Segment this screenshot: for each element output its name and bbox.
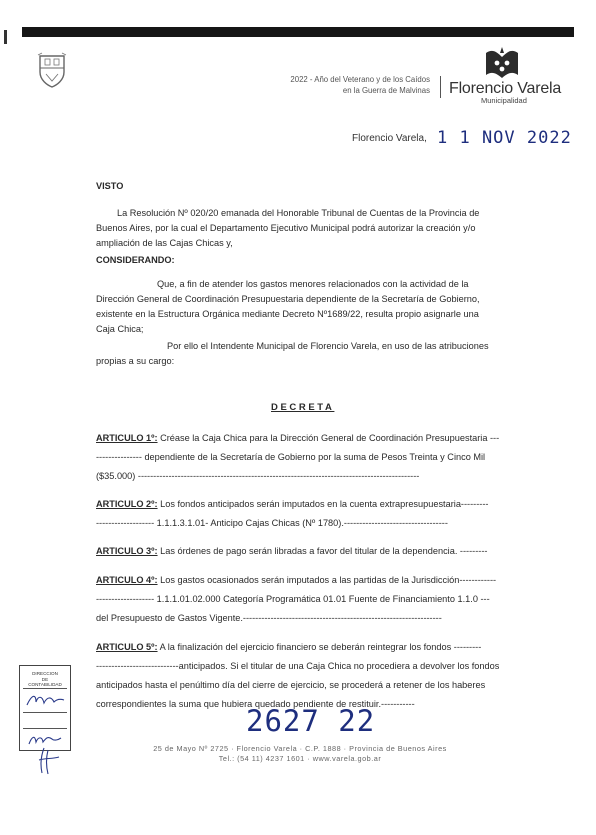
article-5-line-1	[96, 640, 481, 655]
coat-of-arms-icon	[37, 52, 67, 88]
visto-heading: VISTO	[96, 181, 124, 191]
article-2-label: ARTICULO 2º:	[96, 499, 158, 509]
stamp-divider	[23, 712, 67, 713]
article-2-line-1	[96, 497, 488, 512]
stamp-line-2: DE	[41, 676, 49, 682]
article-4-label: ARTICULO 4º:	[96, 575, 158, 585]
motto-line-2: en la Guerra de Malvinas	[342, 86, 430, 95]
article-4-line-3: del Presupuesto de Gastos Vigente.-----------------------------------------------------------------	[96, 613, 442, 623]
article-1-line-1	[96, 431, 499, 446]
considerando-line-5: Por ello el Intendente Municipal de Florencio Varela, en uso de las atribuciones	[167, 341, 489, 351]
article-5-line-4: correspondientes la suma que hubiera quedado pendiente de restituir.-----------	[96, 699, 415, 709]
article-1-line-3: ($35.000) --------------------------------------------------------------------------------------------	[96, 471, 420, 481]
stamp-line-1: DIRECCION	[32, 671, 58, 676]
article-1-line-2: --------------- dependiente de la Secretaría de Gobierno por la suma de Pesos Treinta y Cinco Mil	[96, 452, 486, 462]
article-5-text: A la finalización del ejercicio financiero se deberán reintegrar los fondos ---------	[157, 642, 482, 652]
article-1-text: Créase la Caja Chica para la Dirección General de Coordinación Presupuestaria ---	[157, 433, 500, 443]
article-3-text: Las órdenes de pago serán libradas a favor del titular de la dependencia. ---------	[157, 546, 488, 556]
org-name: Florencio Varela	[449, 80, 562, 97]
article-5-label: ARTICULO 5º:	[96, 642, 158, 652]
article-2-line-2: ------------------- 1.1.1.3.1.01- Anticipo Cajas Chicas (Nº 1780).----------------------------------	[96, 518, 448, 528]
visto-line-1: La Resolución Nº 020/20 emanada del Honorable Tribunal de Cuentas de la Provincia de	[117, 208, 480, 218]
org-subtitle: Municipalidad	[481, 96, 527, 105]
article-4-text: Los gastos ocasionados serán imputados a las partidas de la Jurisdicción------------	[157, 575, 497, 585]
considerando-line-6: propias a su cargo:	[96, 356, 175, 366]
visto-line-2: Buenos Aires, por la cual el Departamento Ejecutivo Municipal podrá autorizar la creación y/o	[96, 223, 476, 233]
scan-top-bar	[22, 27, 574, 37]
motto-line-1: 2022 - Año del Veterano y de los Caídos	[290, 75, 430, 84]
considerando-line-3: existente en la Estructura Orgánica mediante Decreto Nº1689/22, resulta propio asignarle una	[96, 309, 479, 319]
stamp-divider	[23, 728, 67, 729]
article-5-line-3: anticipados hasta el penúltimo día del cierre de ejercicio, se procederá a retener de los haberes	[96, 680, 486, 690]
scan-edge-mark	[4, 30, 7, 44]
header-separator	[440, 76, 441, 98]
article-5-line-2: ---------------------------anticipados. Si el titular de una Caja Chica no procediera a devolver los fondos	[96, 661, 500, 671]
considerando-line-2: Dirección General de Coordinación Presupuestaria dependiente de la Secretaría de Gobierno,	[96, 294, 480, 304]
date-stamp: 1 1 NOV 2022	[437, 128, 572, 148]
year-motto	[250, 74, 430, 96]
page-footer	[90, 744, 510, 764]
handwritten-mark-icon	[36, 746, 62, 776]
stamp-divider	[23, 688, 67, 689]
accounting-stamp-text	[20, 671, 70, 688]
visto-line-3: ampliación de las Cajas Chicas y,	[96, 238, 233, 248]
article-3-line-1	[96, 544, 487, 559]
article-4-line-1	[96, 573, 496, 588]
footer-address: 25 de Mayo Nº 2725 · Florencio Varela · C.P. 1888 · Provincia de Buenos Aires	[153, 744, 447, 753]
article-1-label: ARTICULO 1º:	[96, 433, 158, 443]
decreta-heading: DECRETA	[271, 402, 335, 413]
considerando-heading: CONSIDERANDO:	[96, 255, 175, 265]
considerando-line-1: Que, a fin de atender los gastos menores relacionados con la actividad de la	[157, 279, 469, 289]
municipality-logo-icon	[482, 45, 522, 79]
place-label: Florencio Varela,	[352, 133, 427, 144]
considerando-line-4: Caja Chica;	[96, 324, 144, 334]
accounting-stamp	[19, 665, 71, 751]
article-2-text: Los fondos anticipados serán imputados en la cuenta extrapresupuestaria---------	[157, 499, 489, 509]
initials-signature-icon	[24, 690, 66, 710]
stamp-line-3: CONTABILIDAD	[28, 682, 62, 688]
article-3-label: ARTICULO 3º:	[96, 546, 158, 556]
footer-contact: Tel.: (54 11) 4237 1601 · www.varela.gob.ar	[218, 754, 382, 763]
article-4-line-2: ------------------- 1.1.1.01.02.000 Categoría Programática 01.01 Fuente de Financiamiento 1.1.0 ---	[96, 594, 490, 604]
decree-number: 2627 22	[246, 704, 376, 738]
